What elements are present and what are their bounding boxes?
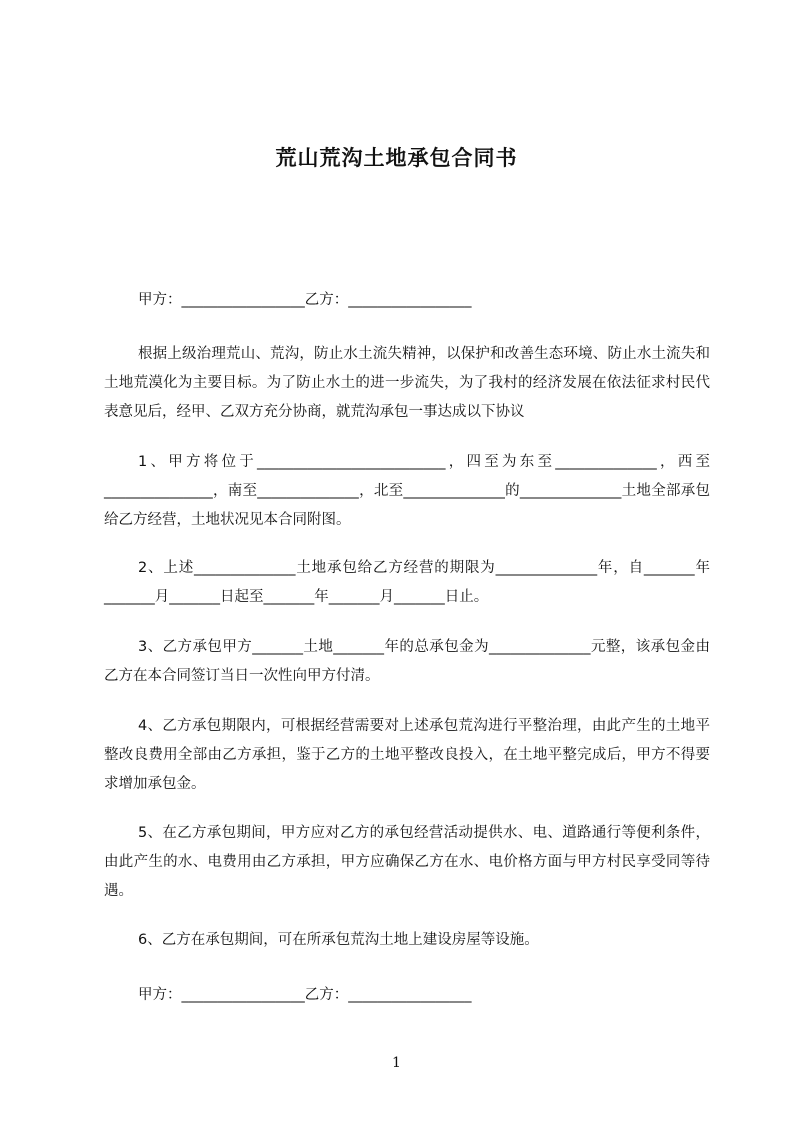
clause-1: 1、甲方将位于__________________________，四至为东至______________，西至_______________，南至______________，北至______________的______________土地全部承包给乙方经营，土地状况见本合同附图。 [104, 454, 710, 528]
clause-2: 2、上述______________土地承包给乙方经营的期限为______________年，自_______年_______月_______日起至_______年_______月_______日止。 [104, 560, 710, 605]
clause-6: 6、乙方在承包期间，可在所承包荒沟土地上建设房屋等设施。 [138, 932, 539, 948]
parties-line-top: 甲方：_________________乙方：_________________ [138, 292, 472, 308]
clause-3: 3、乙方承包甲方_______土地_______年的总承包金为______________元整，该承包金由乙方在本合同签订当日一次性向甲方付清。 [104, 639, 710, 684]
intro-paragraph: 根据上级治理荒山、荒沟，防止水土流失精神，以保护和改善生态环境、防止水土流失和土地荒漠化为主要目标。为了防止水土的进一步流失，为了我村的经济发展在依法征求村民代表意见后，经甲、乙双方充分协商，就荒沟承包一事达成以下协议 [104, 346, 710, 420]
parties-line-bottom: 甲方：_________________乙方：_________________ [138, 987, 472, 1003]
clause-5: 5、在乙方承包期间，甲方应对乙方的承包经营活动提供水、电、道路通行等便利条件，由此产生的水、电费用由乙方承担，甲方应确保乙方在水、电价格方面与甲方村民享受同等待遇。 [104, 825, 710, 899]
document-title: 荒山荒沟土地承包合同书 [275, 146, 518, 170]
clause-4: 4、乙方承包期限内，可根据经营需要对上述承包荒沟进行平整治理，由此产生的土地平整改良费用全部由乙方承担，鉴于乙方的土地平整改良投入，在土地平整完成后，甲方不得要求增加承包金。 [104, 718, 710, 792]
page-number: 1 [392, 1055, 401, 1071]
